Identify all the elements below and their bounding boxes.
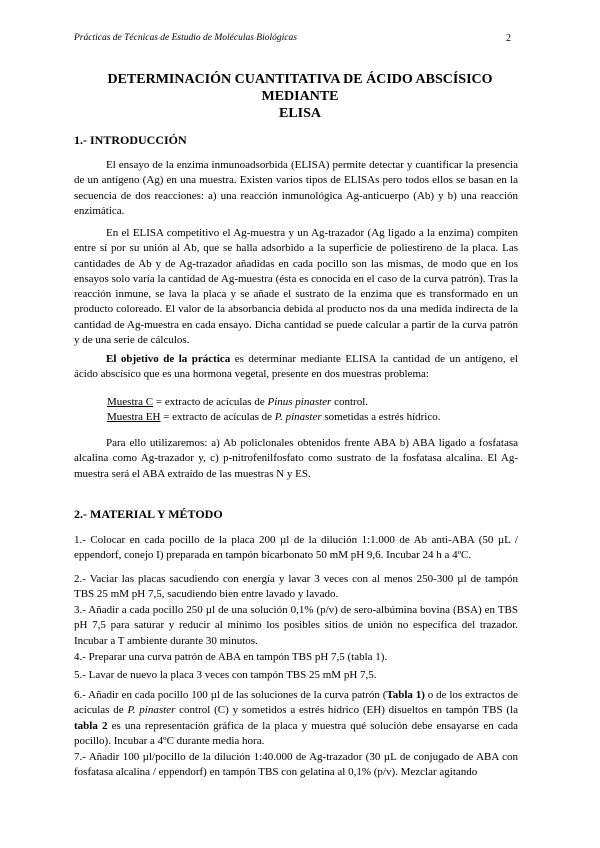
step6-species: P. pinaster [127,704,176,717]
sample-eh-species: P. pinaster [274,411,322,423]
title-line-1: DETERMINACIÓN CUANTITATIVA DE ÁCIDO ABSCÍSICO MEDIANTE [107,72,493,104]
section-heading-methods: 2.- MATERIAL Y MÉTODO [74,507,223,521]
sample-eh-text: = extracto de acículas de [160,411,275,423]
sample-c-line [107,395,518,410]
sample-c-species: Pinus pinaster [267,396,332,408]
objective-label: El objetivo de la práctica [106,353,231,365]
intro-paragraph-1: El ensayo de la enzima inmunoadsorbida (ELISA) permite detectar y cuantificar la presencia de un antígeno (Ag) en una muestra. Existen varios tipos de ELISAs pero todos ellos se basan en la secuencia de dos reacciones: a) una reacción inmunológica Ag-anticuerpo (Ab) y b) una reacción enzimática. [74,159,518,217]
table-2-ref: tabla 2 [74,719,108,732]
method-step-3: 3.- Añadir a cada pocillo 250 µl de una solución 0,1% (p/v) de sero-albúmina bovina (BSA) en TBS pH 7,5 para saturar y reducir al mínimo los posibles sitios de unión no específica del trazador. Incubar a T ambiente durante 30 minutos. [74,604,518,647]
method-step-7: 7.- Añadir 100 µl/pocillo de la dilución 1:40.000 de Ag-trazador (30 µL de conjugado de ABA con fosfatasa alcalina / eppendorf) en tampón TBS con gelatina al 0,1% (p/v). Mezclar agitando [74,751,518,779]
step6-part-a: 6.- Añadir en cada pocillo 100 µl de las soluciones de la curva patrón ( [74,689,387,701]
sample-eh-label: Muestra EH [107,411,161,423]
title-line-2: ELISA [278,106,322,121]
sample-c-tail: control. [331,396,369,408]
sample-c-text: = extracto de acículas de [153,396,268,408]
sample-eh-line [107,410,518,425]
document-title [70,71,530,122]
step6-part-c: o de los extractos de acículas de [74,689,518,717]
method-step-5: 5.- Lavar de nuevo la placa 3 veces con tampón TBS 25 mM pH 7,5. [74,669,377,681]
method-step-4: 4.- Preparar una curva patrón de ABA en tampón TBS pH 7,5 (tabla 1). [74,651,388,663]
objective-paragraph [74,352,518,383]
sample-eh-tail: sometidas a estrés hídrico. [321,411,441,423]
intro-paragraph-2: En el ELISA competitivo el Ag-muestra y un Ag-trazador (Ag ligado a la enzima) compiten entre sí por su unión al Ab, que se halla adsorbido a la superficie de poliestireno de la placa. Las cantidades de Ab y de Ag-trazador añadidas en cada pocillo son las mismas, de modo que en los ensayos solo varía la cantidad de Ag-muestra (ésta es conocida en el caso de la curva patrón). Tras la reacción inmune, se lava la placa y se añade el sustrato de la enzima que es transformado en un producto coloreado. El valor de la absorbancia debida al producto nos da una medida indirecta de la cantidad de Ag-muestra en cada ensayo. Dicha cantidad se puede calcular a partir de la curva patrón y de una serie de cálculos. [74,227,518,347]
objective-text: es determinar mediante ELISA la cantidad de un antígeno, el ácido abscísico que es una hormona vegetal, presente en dos muestras problema: [74,353,518,381]
sample-c-label: Muestra C [107,396,154,408]
table-1-ref: Tabla 1) [386,689,425,701]
section-heading-intro: 1.- INTRODUCCIÓN [74,133,187,147]
running-header: Prácticas de Técnicas de Estudio de Moléculas Biológicas [74,33,297,43]
step6-part-g: es una representación gráfica de la placa y muestra qué solución debe ensayarse en cada pocillo). Incubar a 4ºC durante media hora. [74,719,518,747]
page-number: 2 [506,33,511,44]
step6-part-e: control (C) y sometidos a estrés hídrico (EH) disueltos en tampón TBS (la [175,704,518,717]
method-step-1: 1.- Colocar en cada pocillo de la placa 200 µl de la dilución 1:1.000 de Ab anti-ABA (50 µL / eppendorf, conejo I) preparada en tampón bicarbonato 50 mM pH 9,6. Incubar 24 h a 4ºC. [74,534,518,562]
intro-paragraph-4: Para ello utilizaremos: a) Ab policlonales obtenidos frente ABA b) ABA ligado a fosfatasa alcalina como Ag-trazador y, c) p-nitrofenilfosfato como sustrato de la fosfatasa alcalina. El Ag-muestra será el ABA extraído de las muestras N y ES. [74,437,518,480]
method-step-2: 2.- Vaciar las placas sacudiendo con energía y lavar 3 veces con al menos 250-300 µl de tampón TBS 25 mM pH 7,5, sacudiendo bien entre lavado y lavado. [74,573,518,601]
method-step-6 [74,688,518,749]
